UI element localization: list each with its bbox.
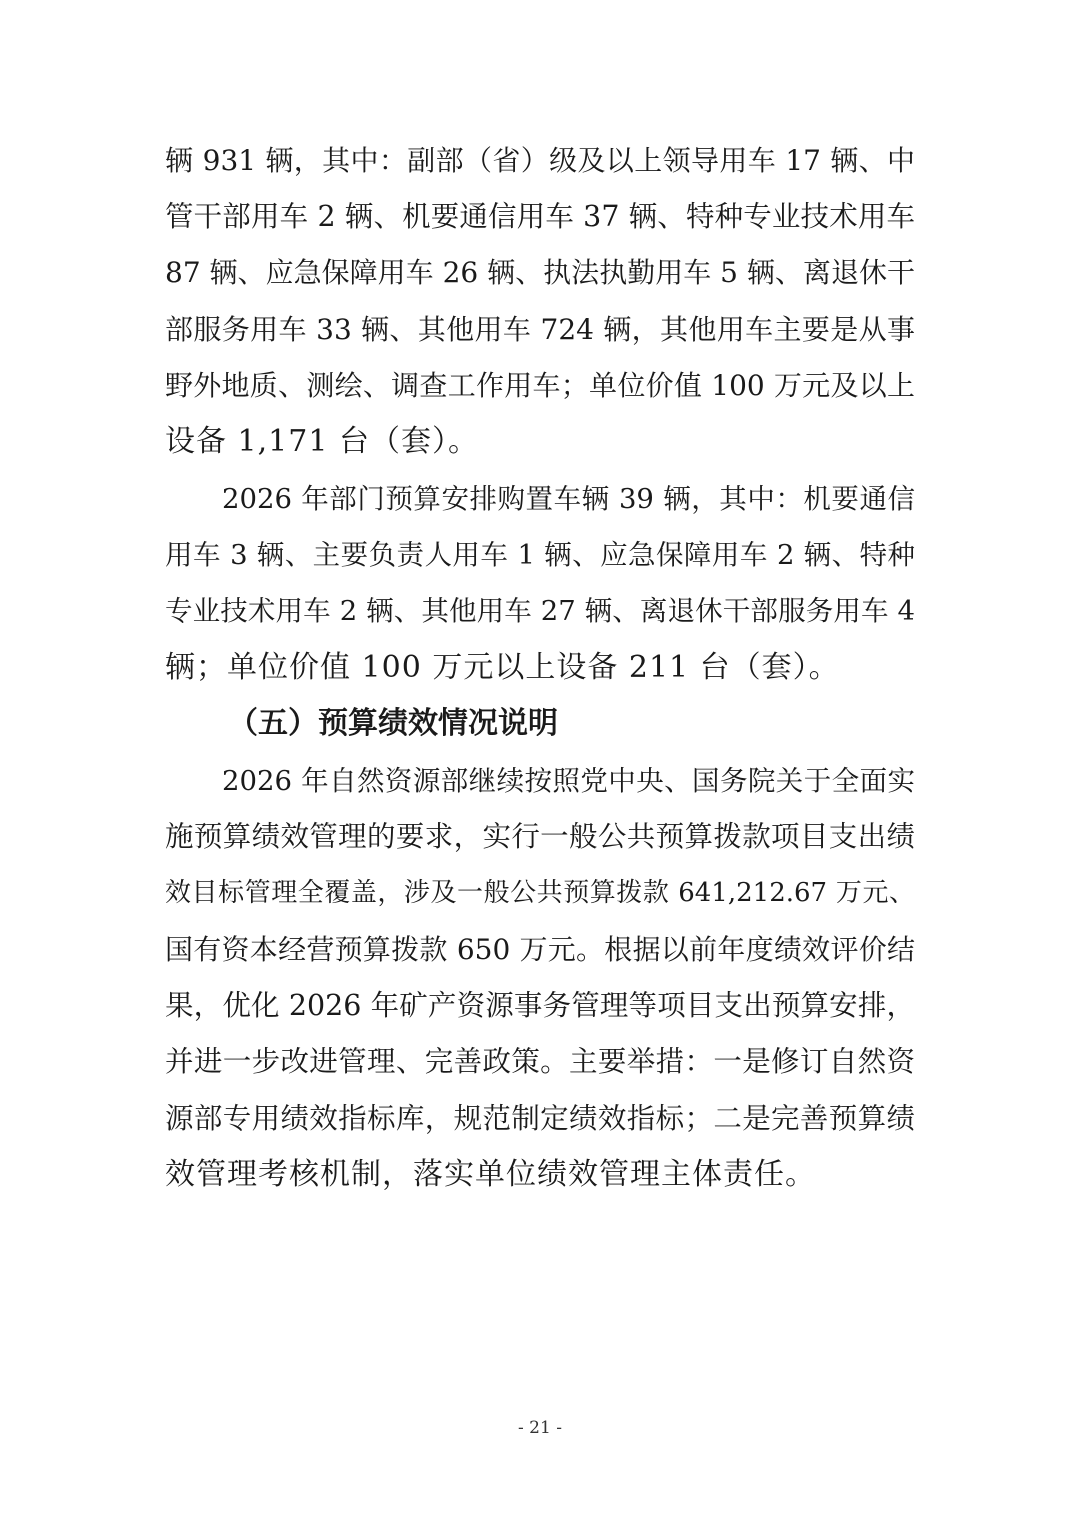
paragraph-3-line-7: 源部专用绩效指标库，规范制定绩效指标；二是完善预算绩 [165,1102,915,1135]
paragraph-1-line-1: 辆 931 辆，其中：副部（省）级及以上领导用车 17 辆、中 [165,144,915,177]
paragraph-3-line-8: 效管理考核机制，落实单位绩效管理主体责任。 [165,1157,816,1192]
paragraph-3-line-2: 施预算绩效管理的要求，实行一般公共预算拨款项目支出绩 [165,820,915,853]
paragraph-1-line-6: 设备 1,171 台（套）。 [165,424,479,459]
paragraph-3-line-4: 国有资本经营预算拨款 650 万元。根据以前年度绩效评价结 [165,933,915,966]
paragraph-3-line-1: 2026 年自然资源部继续按照党中央、国务院关于全面实 [222,765,915,797]
paragraph-2-line-3: 专业技术用车 2 辆、其他用车 27 辆、离退休干部服务用车 4 [165,595,915,627]
paragraph-3-line-6: 并进一步改进管理、完善政策。主要举措：一是修订自然资 [165,1045,915,1078]
paragraph-2-line-1: 2026 年部门预算安排购置车辆 39 辆，其中：机要通信 [222,483,915,515]
paragraph-2-line-4: 辆；单位价值 100 万元以上设备 211 台（套）。 [165,650,840,685]
section-heading: （五）预算绩效情况说明 [228,706,558,741]
page-number: - 21 - [518,1418,562,1438]
paragraph-3-line-3: 效目标管理全覆盖，涉及一般公共预算拨款 641,212.67 万元、 [165,878,915,908]
paragraph-1-line-5: 野外地质、测绘、调查工作用车；单位价值 100 万元及以上 [165,369,915,402]
paragraph-1-line-4: 部服务用车 33 辆、其他用车 724 辆，其他用车主要是从事 [165,313,915,346]
paragraph-1-line-2: 管干部用车 2 辆、机要通信用车 37 辆、特种专业技术用车 [165,200,915,233]
paragraph-2-line-2: 用车 3 辆、主要负责人用车 1 辆、应急保障用车 2 辆、特种 [165,539,915,571]
paragraph-3-line-5: 果，优化 2026 年矿产资源事务管理等项目支出预算安排， [165,989,915,1022]
paragraph-1-line-3: 87 辆、应急保障用车 26 辆、执法执勤用车 5 辆、离退休干 [165,256,915,289]
